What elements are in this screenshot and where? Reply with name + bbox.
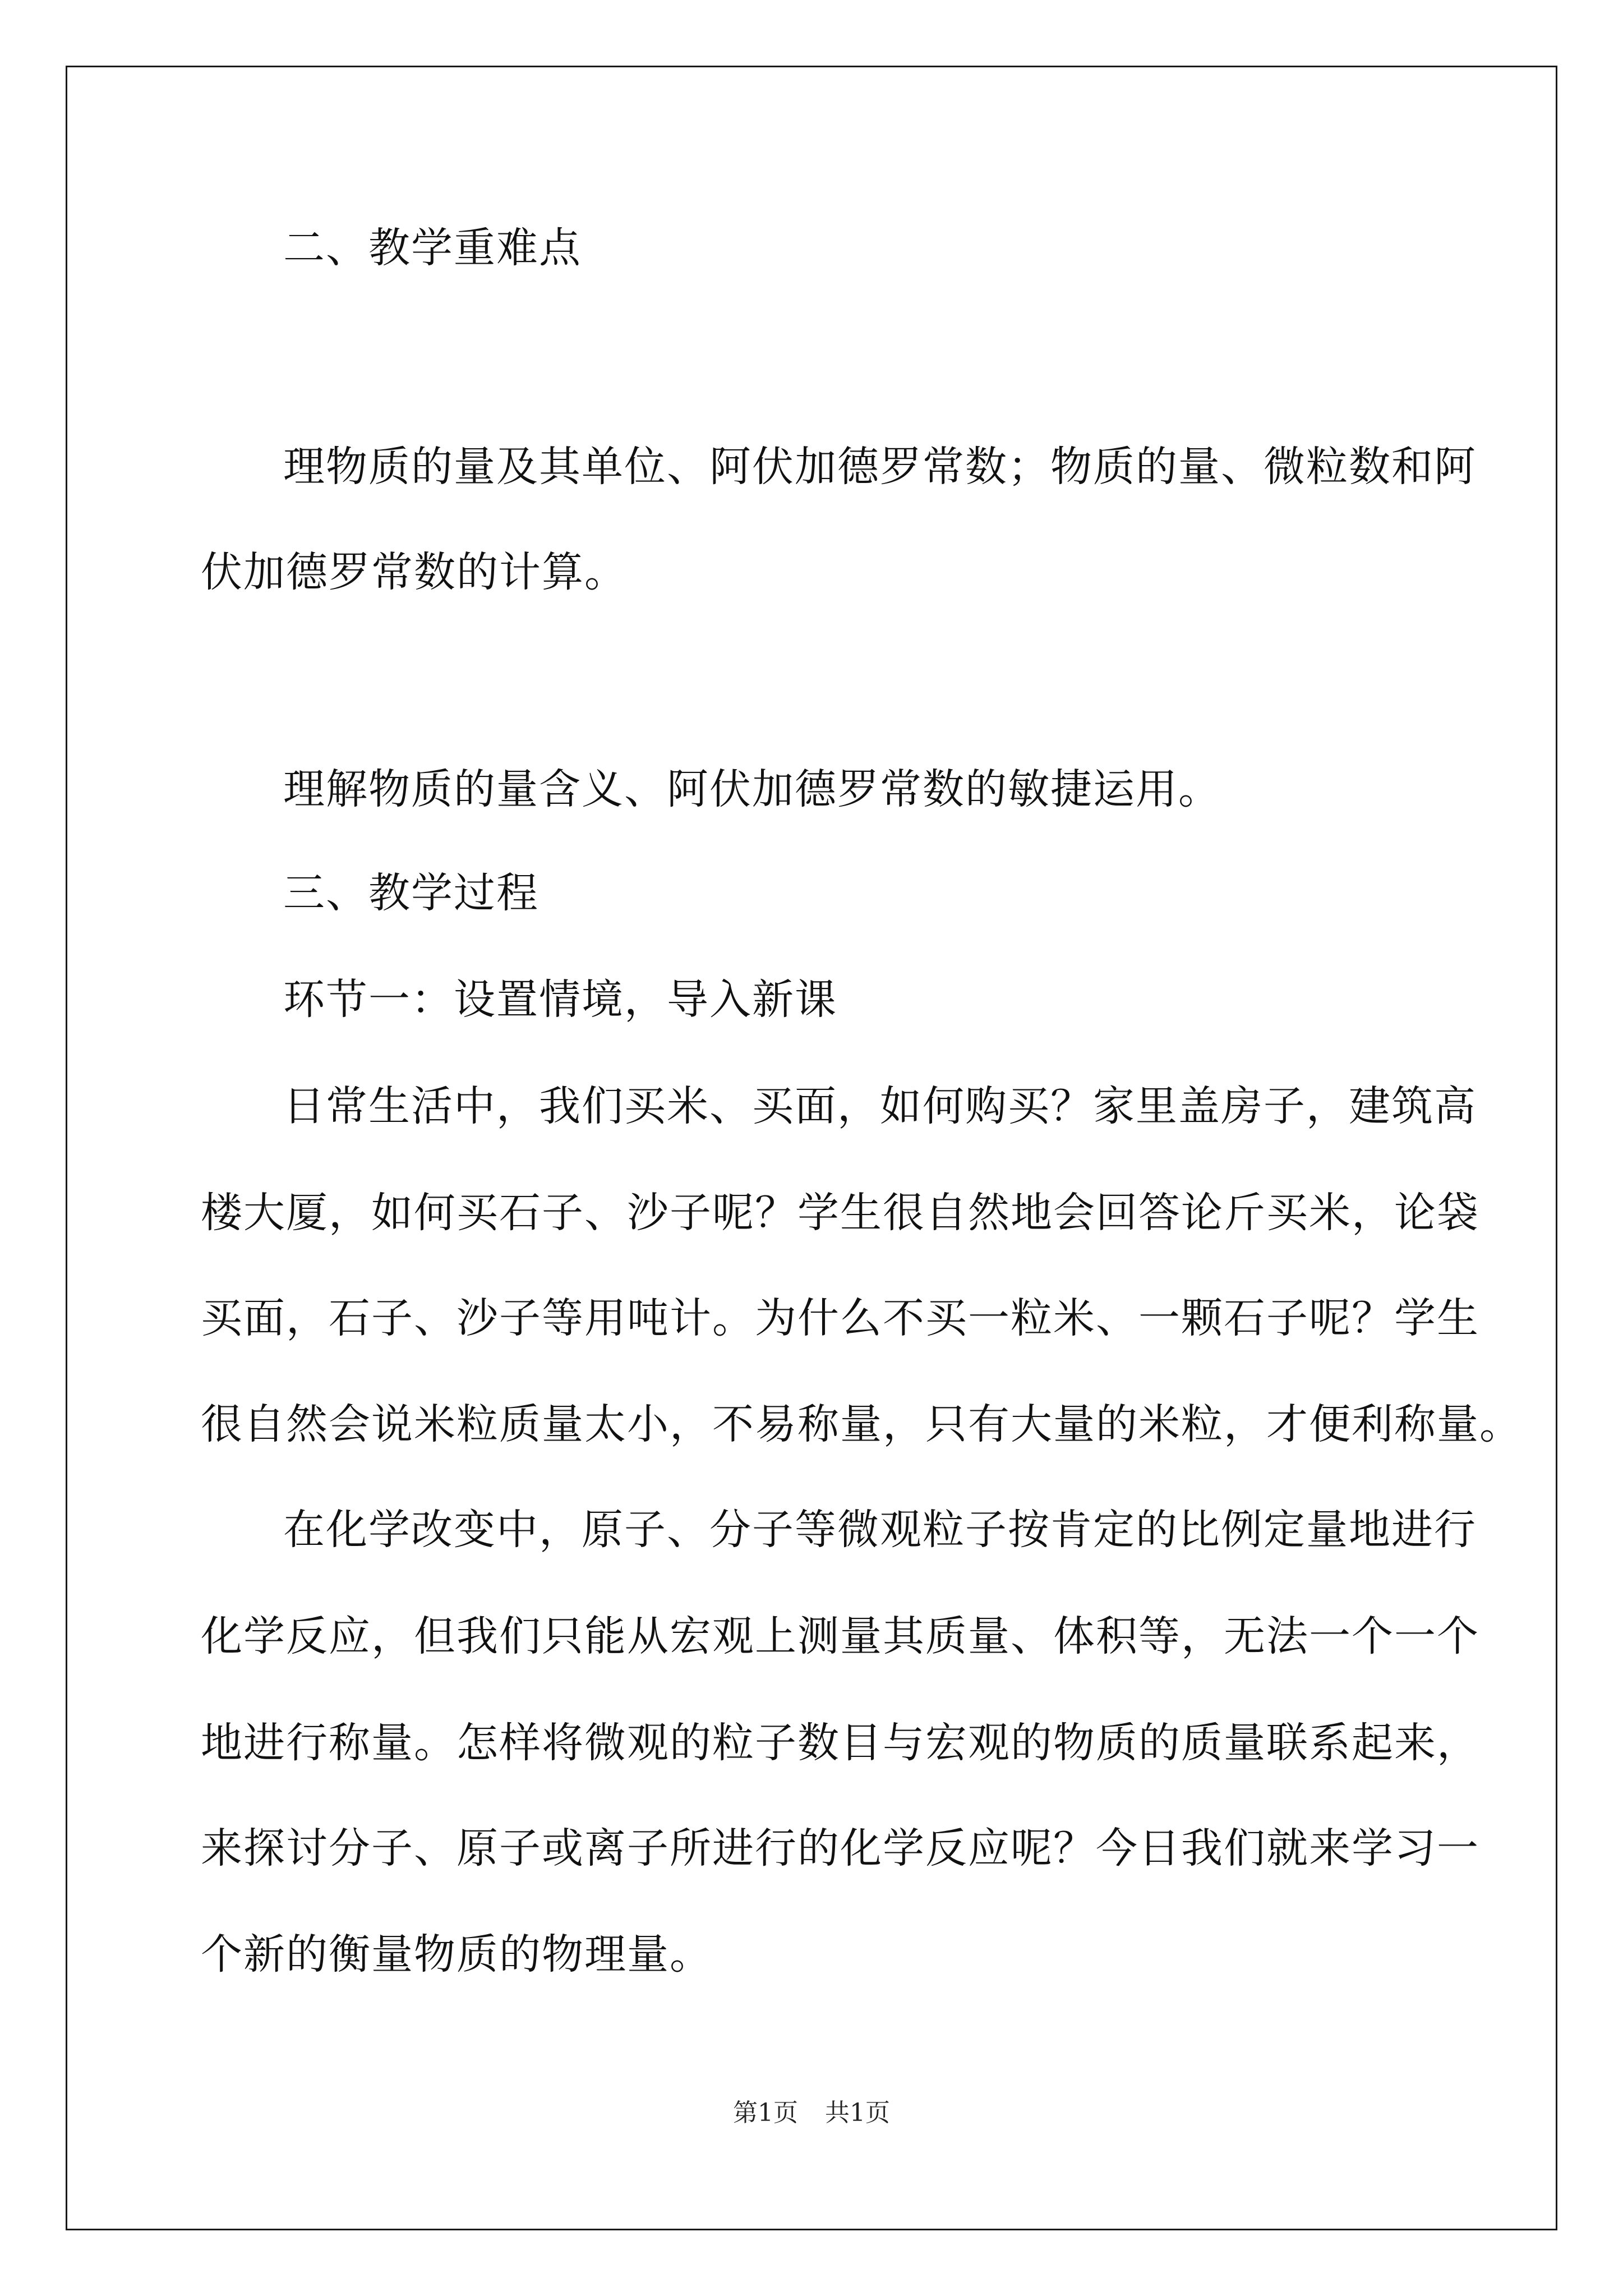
paragraph-line: 来探讨分子、原子或离子所进行的化学反应呢？今日我们就来学习一 xyxy=(201,1824,1479,1872)
paragraph-line: 伏加德罗常数的计算。 xyxy=(201,548,627,596)
paragraph-line: 日常生活中，我们买米、买面，如何购买？家里盖房子，建筑高 xyxy=(283,1082,1477,1130)
section-heading-process: 三、教学过程 xyxy=(283,869,539,917)
paragraph-line: 理物质的量及其单位、阿伏加德罗常数；物质的量、微粒数和阿 xyxy=(283,443,1477,491)
paragraph-line: 楼大厦，如何买石子、沙子呢？学生很自然地会回答论斤买米，论袋 xyxy=(201,1189,1479,1237)
subsection-heading: 环节一：设置情境，导入新课 xyxy=(283,976,837,1024)
page-total: 共1页 xyxy=(825,2099,890,2127)
page-footer xyxy=(0,2101,1623,2125)
paragraph-line: 在化学改变中，原子、分子等微观粒子按肯定的比例定量地进行 xyxy=(283,1506,1477,1554)
paragraph-line: 地进行称量。怎样将微观的粒子数目与宏观的物质的质量联系起来， xyxy=(201,1719,1479,1767)
page-border xyxy=(66,66,1557,2230)
paragraph-line: 买面，石子、沙子等用吨计。为什么不买一粒米、一颗石子呢？学生 xyxy=(201,1294,1479,1342)
paragraph-line: 化学反应，但我们只能从宏观上测量其质量、体积等，无法一个一个 xyxy=(201,1612,1479,1660)
paragraph-line: 个新的衡量物质的物理量。 xyxy=(201,1930,712,1978)
page-number: 第1页 xyxy=(733,2099,798,2127)
paragraph-line: 理解物质的量含义、阿伏加德罗常数的敏捷运用。 xyxy=(283,765,1221,813)
section-heading-difficulties: 二、教学重难点 xyxy=(283,224,582,272)
paragraph-line: 很自然会说米粒质量太小，不易称量，只有大量的米粒，才便利称量。 xyxy=(201,1400,1522,1448)
